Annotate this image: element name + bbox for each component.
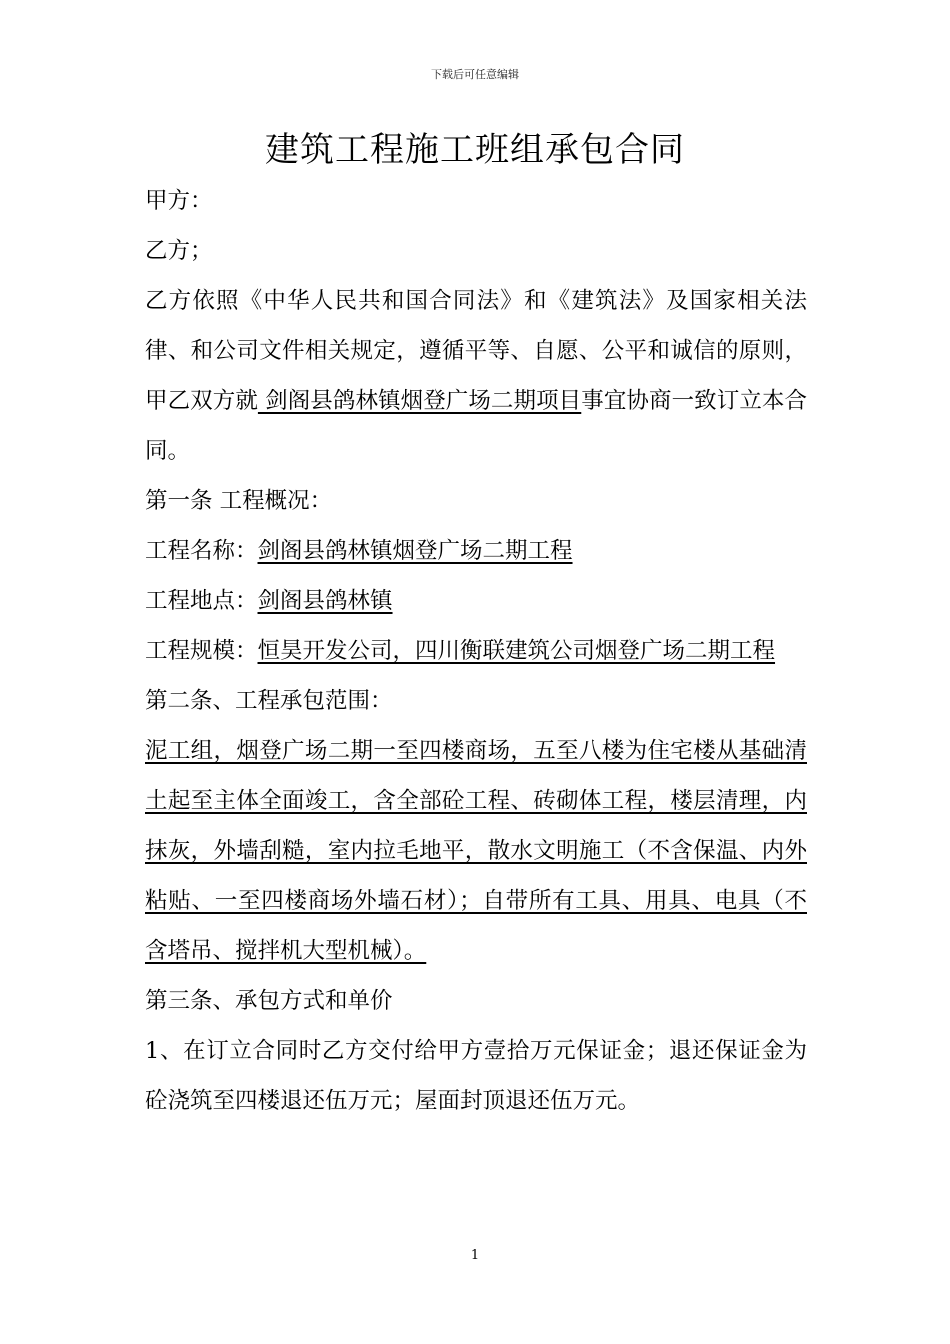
project-name-line <box>145 526 807 576</box>
intro-paragraph <box>145 276 807 476</box>
page-number: 1 <box>470 1248 480 1263</box>
project-name-label: 工程名称： <box>145 538 258 564</box>
intro-text: 乙方依照《中华人民共和国合同法》和《建筑法》及国家相关法律、和公司文件相关规定，遵循平等、自愿、公平和诚信的原则，甲乙双方就 <box>145 288 807 414</box>
scope-paragraph <box>145 726 807 976</box>
project-scale-label: 工程规模： <box>145 638 258 664</box>
project-name-value: 剑阁县鸽林镇烟登广场二期工程 <box>257 538 573 564</box>
project-scale-value: 恒昊开发公司，四川衡联建筑公司烟登广场二期工程 <box>257 638 776 664</box>
project-location-line <box>145 576 807 626</box>
project-location-label: 工程地点： <box>145 588 258 614</box>
document-title: 建筑工程施工班组承包合同 <box>265 130 685 170</box>
article-3-heading: 第三条、承包方式和单价 <box>145 988 393 1014</box>
article-3-item-1: 1、在订立合同时乙方交付给甲方壹拾万元保证金；退还保证金为砼浇筑至四楼退还伍万元；屋面封顶退还伍万元。 <box>145 1038 807 1114</box>
project-location-value: 剑阁县鸽林镇 <box>257 588 393 614</box>
project-scale-line <box>145 626 807 676</box>
contract-body <box>145 176 807 1126</box>
project-name-underlined: 剑阁县鸽林镇烟登广场二期项目 <box>257 388 582 414</box>
party-b-line: 乙方； <box>145 238 213 264</box>
article-1-heading: 第一条 工程概况： <box>145 488 333 514</box>
intro-text-end: 事宜协商一致订立本合同。 <box>145 388 807 464</box>
scope-text: 泥工组，烟登广场二期一至四楼商场，五至八楼为住宅楼从基础清土起至主体全面竣工，含全部砼工程、砖砌体工程，楼层清理，内抹灰，外墙刮糙，室内拉毛地平，散水文明施工（不含保温、内外粘贴、一至四楼商场外墙石材）；自带所有工具、用具、电具（不含塔吊、搅拌机大型机械）。 <box>145 738 807 964</box>
article-2-heading: 第二条、工程承包范围： <box>145 688 393 714</box>
party-a-line: 甲方： <box>145 188 213 214</box>
header-note: 下载后可任意编辑 <box>431 68 519 81</box>
